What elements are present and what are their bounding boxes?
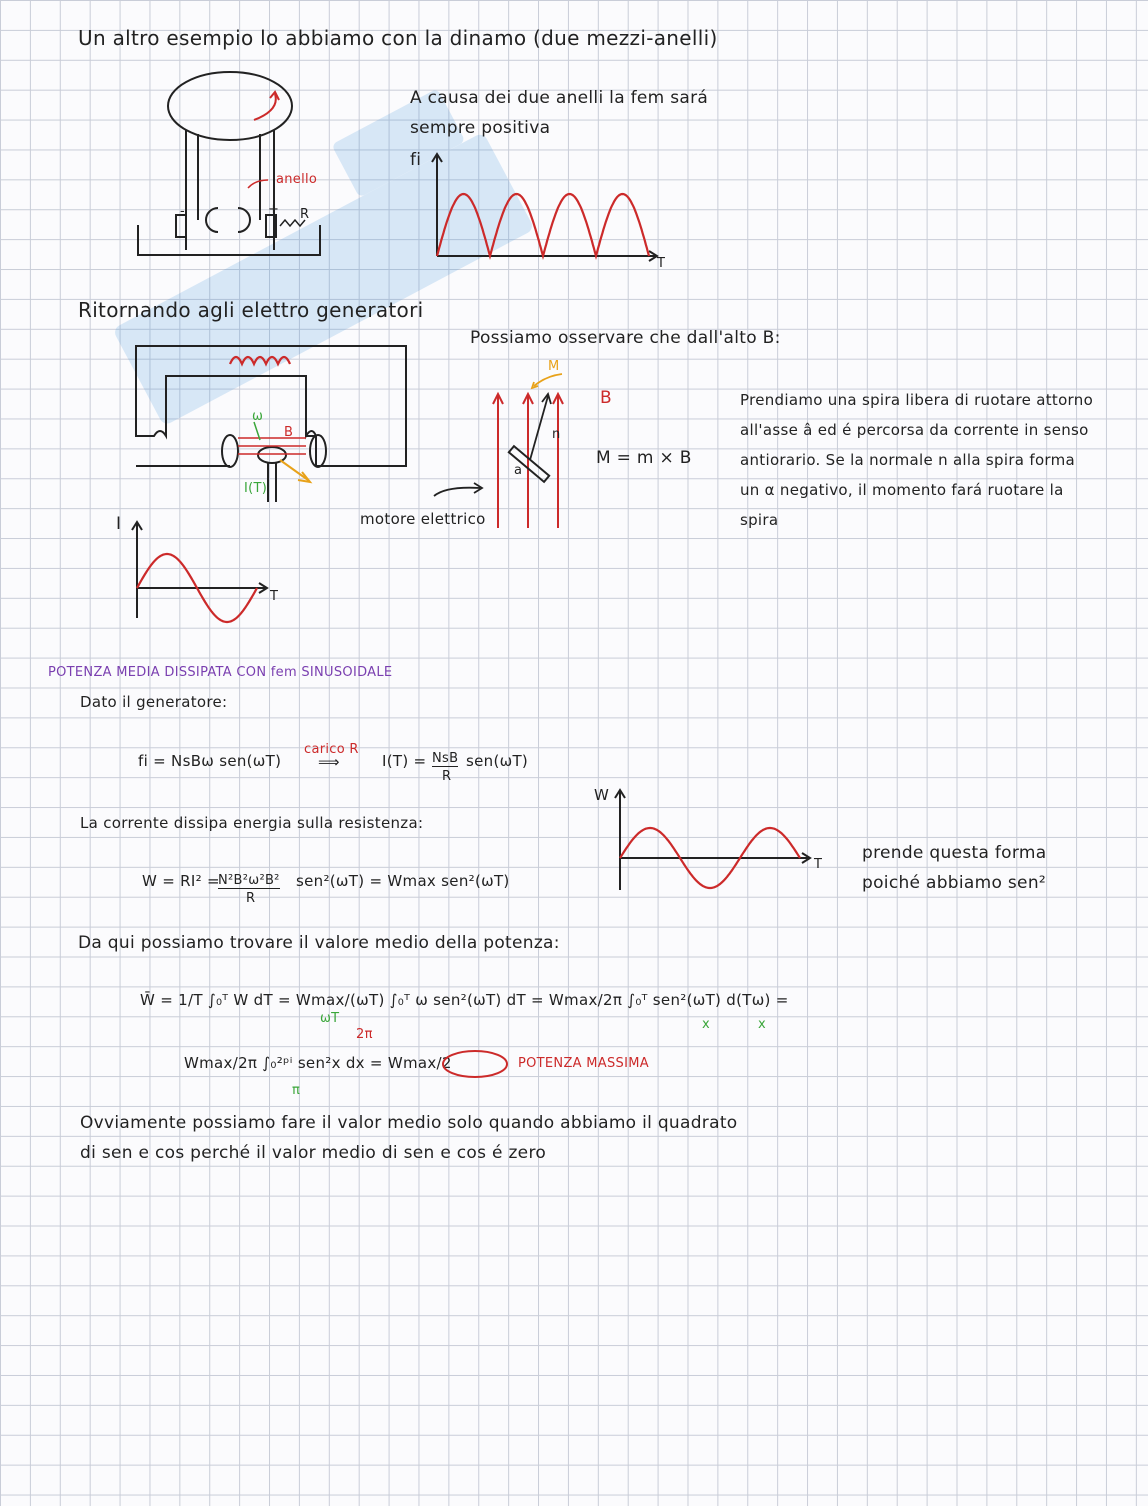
i-formula-lhs: I(T) = bbox=[382, 752, 427, 770]
forma-text-2: poiché abbiamo sen² bbox=[862, 873, 1047, 893]
motore-heading: Possiamo osservare che dall'alto B: bbox=[470, 328, 781, 348]
b-label-gen: B bbox=[284, 425, 294, 440]
i-axis-label: I bbox=[116, 514, 122, 534]
b-label-motor: B bbox=[600, 388, 612, 408]
motore-label: motore elettrico bbox=[360, 510, 486, 528]
motore-desc-1: Prendiamo una spira libera di ruotare attorno bbox=[740, 391, 1094, 409]
minus-sign: - bbox=[180, 204, 185, 219]
dinamo-diagram bbox=[130, 70, 330, 270]
motor-diagram bbox=[430, 360, 610, 535]
omega-label: ω bbox=[252, 409, 264, 424]
i-formula-rhs: sen(ωT) bbox=[466, 752, 529, 770]
m-label-motor: M bbox=[548, 359, 560, 374]
potenza-heading: POTENZA MEDIA DISSIPATA CON fem SINUSOIDALE bbox=[48, 665, 393, 680]
integral-line-2: Wmax/2π ∫₀²ᵖⁱ sen²x dx = Wmax/2 bbox=[184, 1054, 452, 1072]
ovviamente-1: Ovviamente possiamo fare il valor medio solo quando abbiamo il quadrato bbox=[80, 1113, 738, 1133]
t-axis-label-2: T bbox=[270, 589, 279, 604]
fi-axis-label: fi bbox=[410, 150, 422, 170]
potenza-massima: POTENZA MASSIMA bbox=[518, 1056, 649, 1071]
integral-line-1: W̄ = 1/T ∫₀ᵀ W dT = Wmax/(ωT) ∫₀ᵀ ω sen²(ωT) dT = Wmax/2π ∫₀ᵀ sen²(ωT) d(Tω) = bbox=[140, 991, 789, 1009]
dinamo-caption-2: sempre positiva bbox=[410, 118, 551, 138]
a-label: a bbox=[514, 463, 523, 478]
t-axis-label-1: T bbox=[657, 256, 666, 271]
carico-label: carico R bbox=[304, 742, 359, 757]
r-label: R bbox=[300, 207, 310, 222]
i-formula-num: NsB bbox=[432, 751, 459, 766]
w-formula-den: R bbox=[246, 891, 256, 906]
fi-formula: fi = NsBω sen(ωT) bbox=[138, 752, 282, 770]
forma-text-1: prende questa forma bbox=[862, 843, 1047, 863]
w-axis-label: W bbox=[594, 786, 610, 804]
momento-formula: M = m × B bbox=[596, 448, 692, 468]
implies-arrow: ⟹ bbox=[318, 753, 340, 771]
plus-sign: + bbox=[268, 202, 280, 217]
dinamo-caption-1: A causa dei due anelli la fem sará bbox=[410, 88, 709, 108]
corrente-text: La corrente dissipa energia sulla resistenza: bbox=[80, 814, 424, 832]
rectified-sine-graph bbox=[425, 150, 675, 270]
n-label: n bbox=[552, 427, 561, 442]
motore-desc-3: antiorario. Se la normale n alla spira forma bbox=[740, 451, 1076, 469]
power-graph bbox=[608, 786, 828, 896]
anello-label: anello bbox=[276, 172, 318, 187]
generator-diagram bbox=[130, 340, 420, 510]
generatori-title: Ritornando agli elettro generatori bbox=[78, 298, 424, 322]
trovare-text: Da qui possiamo trovare il valore medio della potenza: bbox=[78, 933, 560, 953]
i-t-label: I(T) bbox=[244, 481, 268, 496]
t-axis-label-3: T bbox=[814, 857, 823, 872]
motore-desc-5: spira bbox=[740, 511, 779, 529]
ovviamente-2: di sen e cos perché il valor medio di sen e cos é zero bbox=[80, 1143, 547, 1163]
wmax-highlight bbox=[440, 1048, 510, 1082]
int-x1: x bbox=[702, 1017, 710, 1032]
motore-desc-4: un α negativo, il momento fará ruotare la bbox=[740, 481, 1064, 499]
w-formula-num: N²B²ω²B² bbox=[218, 873, 280, 888]
int-omega-t: ωT bbox=[320, 1011, 340, 1026]
i-formula-den: R bbox=[442, 769, 452, 784]
intro-text: Un altro esempio lo abbiamo con la dinamo (due mezzi-anelli) bbox=[78, 26, 718, 50]
dato-generatore: Dato il generatore: bbox=[80, 693, 228, 711]
int-pi: π bbox=[292, 1083, 301, 1098]
motore-desc-2: all'asse â ed é percorsa da corrente in senso bbox=[740, 421, 1089, 439]
w-formula-rhs: sen²(ωT) = Wmax sen²(ωT) bbox=[296, 872, 510, 890]
w-formula-lhs: W = RI² = bbox=[142, 872, 220, 890]
int-x2: x bbox=[758, 1017, 766, 1032]
current-sine-graph bbox=[125, 518, 285, 628]
int-2pi: 2π bbox=[356, 1027, 373, 1042]
